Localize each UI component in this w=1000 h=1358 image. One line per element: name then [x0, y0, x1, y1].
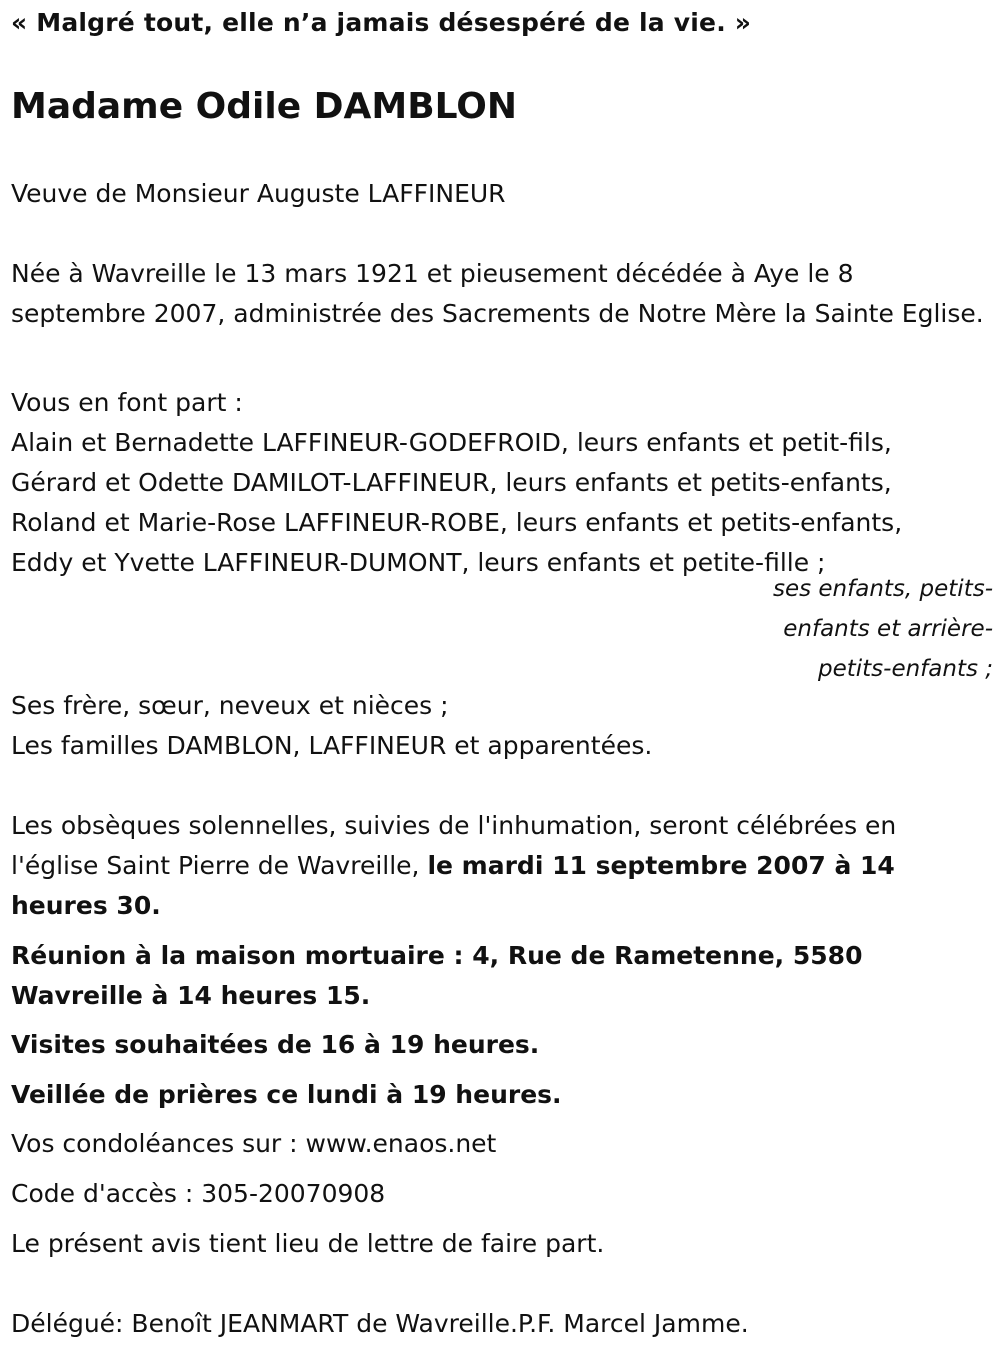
family-line-2: Gérard et Odette DAMILOT-LAFFINEUR, leurs enfants et petits-enfants, [11, 468, 892, 497]
family-line-4: Eddy et Yvette LAFFINEUR-DUMONT, leurs enfants et petite-fille ; [11, 548, 826, 577]
delegate-line: Délégué: Benoît JEANMART de Wavreille.P.F. Marcel Jamme. [11, 1309, 749, 1338]
funeral-text: Les obsèques solennelles, suivies de l'inhumation, seront célébrées en l'église Saint Pierre de Wavreille, [11, 811, 897, 880]
meeting-paragraph: Réunion à la maison mortuaire : 4, Rue de Rametenne, 5580 Wavreille à 14 heures 15. [11, 941, 863, 1010]
descendants-block [743, 569, 993, 689]
family-line-1: Alain et Bernadette LAFFINEUR-GODEFROID, leurs enfants et petit-fils, [11, 428, 892, 457]
announce-intro: Vous en font part : [11, 388, 243, 417]
condolences-line: Vos condoléances sur : www.enaos.net [11, 1129, 497, 1158]
birth-death-paragraph: Née à Wavreille le 13 mars 1921 et pieusement décédée à Aye le 8 septembre 2007, administrée des Sacrements de Notre Mère la Sainte Eglise. [11, 259, 984, 328]
funeral-date: le mardi 11 septembre 2007 à 14 heures 30. [11, 851, 895, 920]
siblings-line: Ses frère, sœur, neveux et nièces ; [11, 691, 449, 720]
access-code-line: Code d'accès : 305-20070908 [11, 1179, 386, 1208]
descendants-line-3: petits-enfants ; [817, 656, 993, 682]
vigil-line: Veillée de prières ce lundi à 19 heures. [11, 1080, 562, 1109]
epigraph-quote: « Malgré tout, elle n’a jamais désespéré de la vie. » [11, 8, 752, 37]
visits-line: Visites souhaitées de 16 à 19 heures. [11, 1030, 540, 1059]
funeral-paragraph [11, 806, 986, 926]
descendants-line-1: ses enfants, petits- [772, 576, 993, 602]
descendants-line-2: enfants et arrière- [783, 616, 993, 642]
notice-line: Le présent avis tient lieu de lettre de faire part. [11, 1229, 605, 1258]
families-line: Les familles DAMBLON, LAFFINEUR et apparentées. [11, 731, 653, 760]
deceased-name: Madame Odile DAMBLON [11, 86, 518, 127]
widow-of-line: Veuve de Monsieur Auguste LAFFINEUR [11, 179, 506, 208]
family-line-3: Roland et Marie-Rose LAFFINEUR-ROBE, leurs enfants et petits-enfants, [11, 508, 903, 537]
